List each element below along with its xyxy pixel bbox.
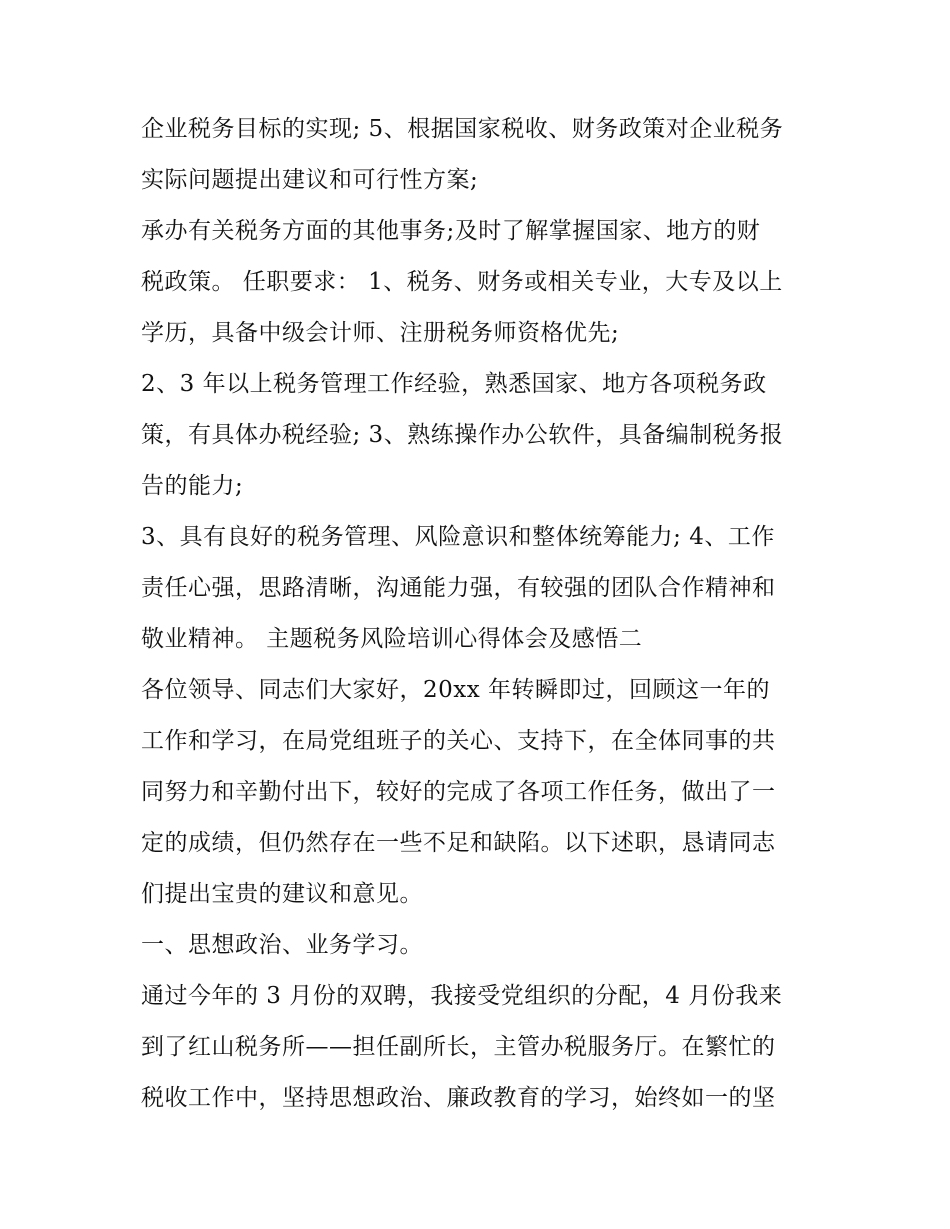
text-line: 责任心强，思路清晰，沟通能力强，有较强的团队合作精神和 — [141, 575, 776, 601]
text-line: 学历，具备中级会计师、注册税务师资格优先; — [141, 320, 620, 346]
text-line: 定的成绩，但仍然存在一些不足和缺陷。以下述职，恳请同志 — [141, 830, 776, 856]
text-line: 策，有具体办税经验; 3、熟练操作办公软件，具备编制税务报 — [141, 422, 784, 448]
text-line: 告的能力; — [141, 473, 244, 499]
text-line: 各位领导、同志们大家好，20xx 年转瞬即过，回顾这一年的 — [141, 677, 771, 703]
text-line: 工作和学习，在局党组班子的关心、支持下，在全体同事的共 — [141, 728, 776, 754]
text-line: 承办有关税务方面的其他事务;及时了解掌握国家、地方的财 — [141, 218, 761, 244]
body-text — [141, 104, 821, 1124]
text-line: 敬业精神。 主题税务风险培训心得体会及感悟二 — [141, 626, 643, 652]
text-line: 实际问题提出建议和可行性方案; — [141, 167, 479, 193]
text-line: 通过今年的 3 月份的双聘，我接受党组织的分配，4 月份我来 — [141, 983, 783, 1009]
text-line: 同努力和辛勤付出下，较好的完成了各项工作任务，做出了一 — [141, 779, 776, 805]
text-line: 税收工作中，坚持思想政治、廉政教育的学习，始终如一的坚 — [141, 1085, 776, 1111]
text-line: 们提出宝贵的建议和意见。 — [141, 881, 423, 907]
text-line: 到了红山税务所——担任副所长，主管办税服务厅。在繁忙的 — [141, 1034, 776, 1060]
text-line: 3、具有良好的税务管理、风险意识和整体统筹能力; 4、工作 — [141, 524, 775, 550]
text-line: 2、3 年以上税务管理工作经验，熟悉国家、地方各项税务政 — [141, 371, 767, 397]
text-line: 税政策。 任职要求： 1、税务、财务或相关专业，大专及以上 — [141, 269, 783, 295]
text-line: 企业税务目标的实现; 5、根据国家税收、财务政策对企业税务 — [141, 116, 784, 142]
text-line: 一、思想政治、业务学习。 — [141, 932, 423, 958]
